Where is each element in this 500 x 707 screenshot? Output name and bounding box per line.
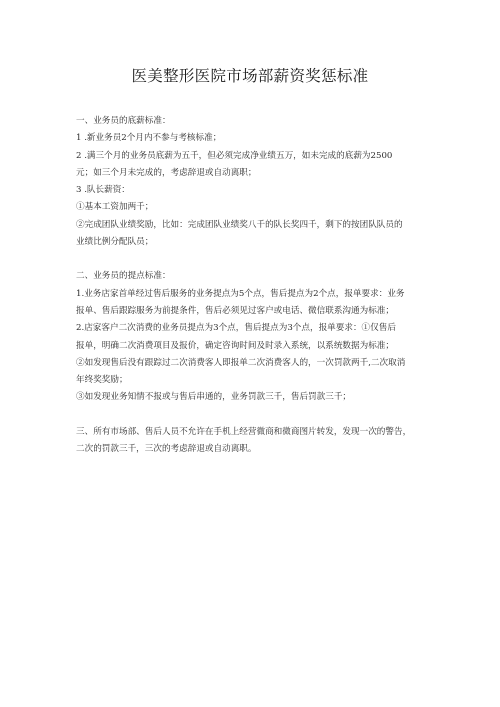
section-heading: 一、业务员的底薪标准： [76, 116, 171, 126]
paragraph-line: 报单、售后跟踪服务为前提条件，售后必须见过客户或电话、微信联系沟通为标准； [76, 305, 394, 316]
paragraph-line: 1.业务店家首单经过售后服务的业务提点为5个点，售后提点为2个点，报单要求：业务 [76, 288, 405, 299]
paragraph-line: 1 .新业务员2个月内不参与考核标准； [76, 133, 222, 144]
paragraph-line: 报单，明确二次消费项目及报价，确定咨询时间及时录入系统，以系统数据为标准； [76, 340, 394, 351]
paragraph-line: 业绩比例分配队员； [76, 237, 154, 248]
paragraph-line: 元；如三个月未完成的，考虑辞退或自动离职； [76, 167, 257, 178]
paragraph-line: ①基本工资加两千； [76, 202, 154, 213]
paragraph-line: 三、所有市场部、售后人员不允许在手机上经营微商和微商图片转发，发现一次的警告， [76, 426, 412, 437]
paragraph-line: 二次的罚款三千，三次的考虑辞退或自动离职。 [76, 444, 257, 455]
paragraph-line: 2 .满三个月的业务员底薪为五千，但必须完成净业绩五万，如未完成的底薪为2500 [76, 150, 393, 161]
document-body [76, 113, 436, 458]
section-prohibition [76, 424, 436, 459]
section-heading: 二、业务员的提点标准： [76, 271, 171, 282]
section-commission [76, 268, 436, 406]
paragraph-line: ③如发现业务知情不报或与售后串通的，业务罚款三千，售后罚款三千； [76, 392, 352, 403]
paragraph-line: 3 .队长薪资： [76, 185, 130, 196]
section-base-salary [76, 113, 436, 251]
paragraph-line: ②完成团队业绩奖励，比如：完成团队业绩奖八千的队长奖四千，剩下的按团队队员的 [76, 219, 403, 230]
paragraph-line: 2.店家客户二次消费的业务员提点为3个点，售后提点为3个点，报单要求：①仅售后 [76, 323, 396, 334]
paragraph-line: ②如发现售后没有跟踪过二次消费客人即报单二次消费客人的，一次罚款两千,二次取消 [76, 357, 406, 368]
paragraph-line: 年终奖奖励； [76, 375, 128, 386]
document-title: 医美整形医院市场部薪资奖惩标准 [131, 67, 369, 85]
